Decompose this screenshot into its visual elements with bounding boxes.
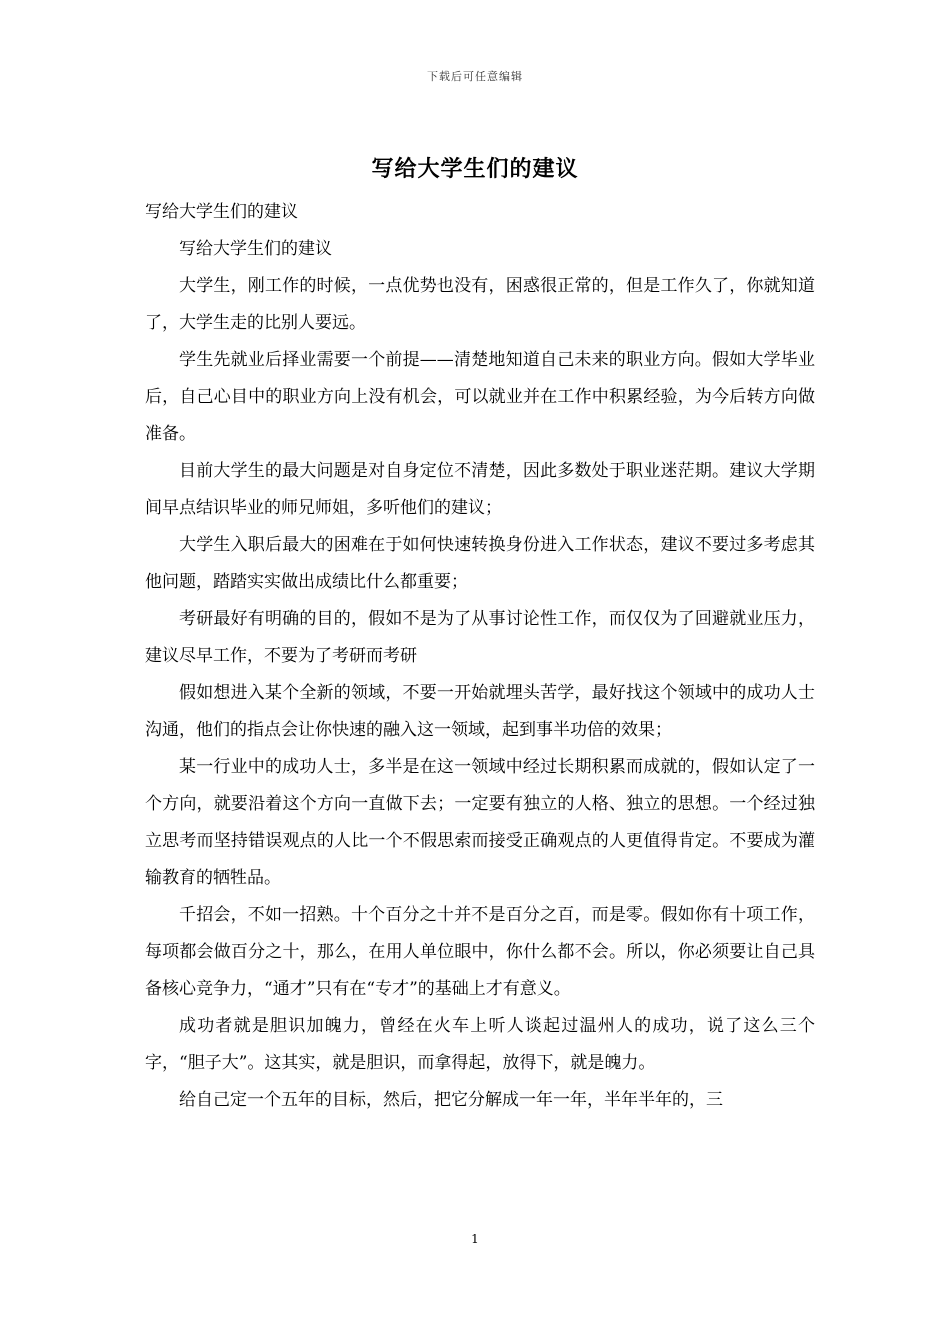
paragraph: 写给大学生们的建议 bbox=[179, 239, 332, 259]
page-number: 1 bbox=[471, 1232, 479, 1246]
header-note: 下载后可任意编辑 bbox=[427, 70, 523, 83]
paragraph: 大学生入职后最大的困难在于如何快速转换身份进入工作状态，建议不要过多考虑其他问题，踏踏实实做出成绩比什么都重要； bbox=[145, 535, 815, 592]
paragraph: 考研最好有明确的目的，假如不是为了从事讨论性工作，而仅仅为了回避就业压力，建议尽早工作，不要为了考研而考研 bbox=[145, 609, 815, 666]
paragraph: 学生先就业后择业需要一个前提——清楚地知道自己未来的职业方向。假如大学毕业后，自己心目中的职业方向上没有机会，可以就业并在工作中积累经验，为今后转方向做准备。 bbox=[145, 350, 815, 444]
paragraph: 假如想进入某个全新的领域，不要一开始就埋头苦学，最好找这个领域中的成功人士沟通，他们的指点会让你快速的融入这一领域，起到事半功倍的效果； bbox=[145, 683, 815, 740]
paragraph: 某一行业中的成功人士，多半是在这一领域中经过长期积累而成就的，假如认定了一个方向，就要沿着这个方向一直做下去；一定要有独立的人格、独立的思想。一个经过独立思考而坚持错误观点的人比一个不假思索而接受正确观点的人更值得肯定。不要成为灌输教育的牺牲品。 bbox=[145, 757, 815, 888]
document-title: 写给大学生们的建议 bbox=[371, 156, 579, 182]
paragraph: 成功者就是胆识加魄力，曾经在火车上听人谈起过温州人的成功，说了这么三个字，“胆子大”。这其实，就是胆识，而拿得起，放得下，就是魄力。 bbox=[145, 1016, 815, 1073]
paragraph: 大学生，刚工作的时候，一点优势也没有，困惑很正常的，但是工作久了，你就知道了，大学生走的比别人要远。 bbox=[145, 276, 815, 333]
paragraph: 目前大学生的最大问题是对自身定位不清楚，因此多数处于职业迷茫期。建议大学期间早点结识毕业的师兄师姐，多听他们的建议； bbox=[145, 461, 815, 518]
subtitle-line: 写给大学生们的建议 bbox=[145, 202, 298, 222]
document-body bbox=[145, 194, 815, 1119]
paragraph: 给自己定一个五年的目标，然后，把它分解成一年一年，半年半年的，三 bbox=[179, 1090, 723, 1110]
paragraph: 千招会，不如一招熟。十个百分之十并不是百分之百，而是零。假如你有十项工作，每项都会做百分之十，那么，在用人单位眼中，你什么都不会。所以，你必须要让自己具备核心竞争力，“通才”只有在“专才”的基础上才有意义。 bbox=[145, 905, 815, 999]
